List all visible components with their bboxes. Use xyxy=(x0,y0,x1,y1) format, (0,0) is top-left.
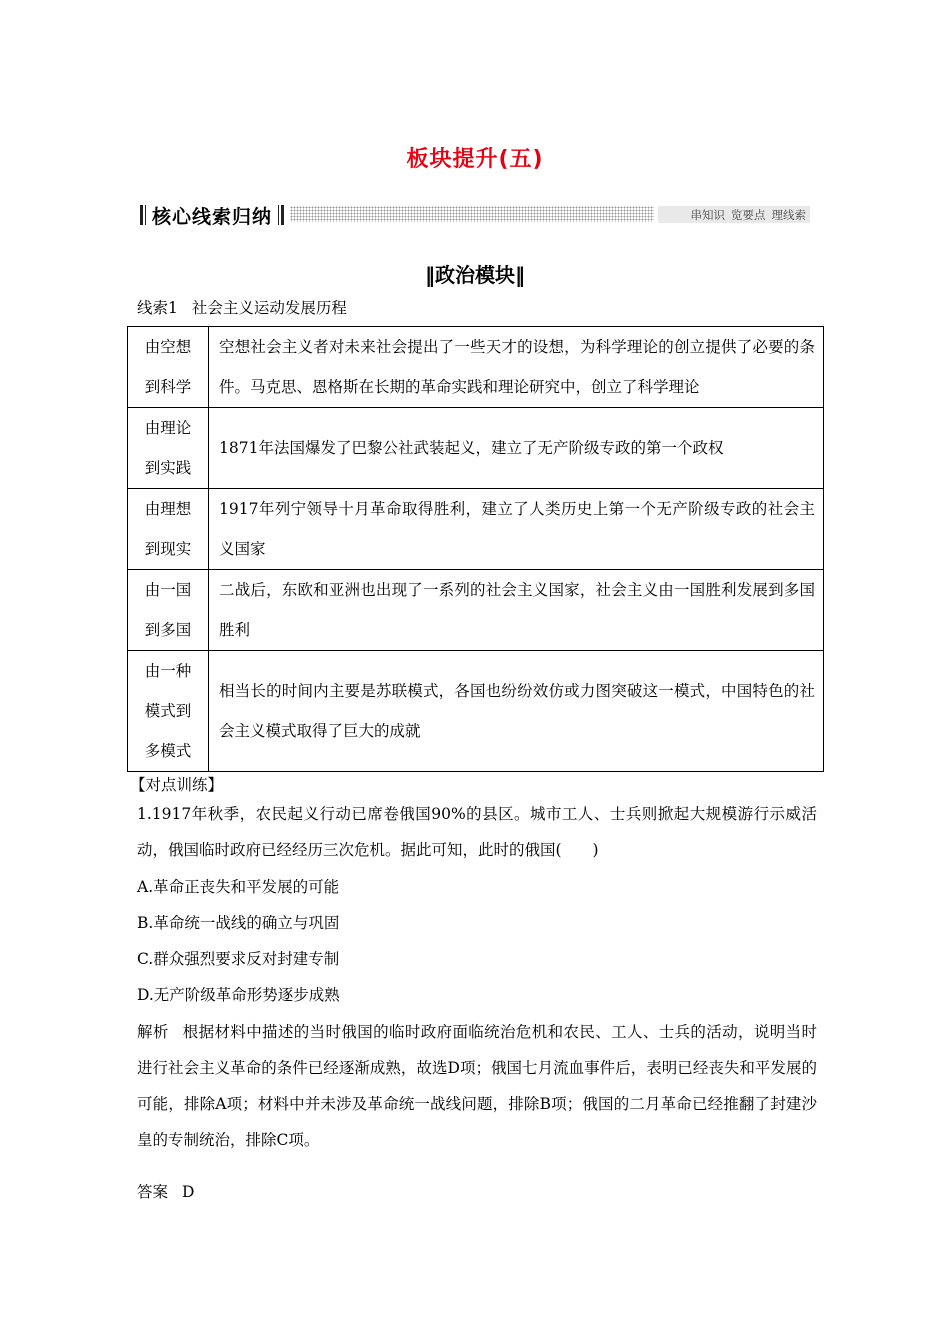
desc-cell: 二战后，东欧和亚洲也出现了一系列的社会主义国家，社会主义由一国胜利发展到多国胜利 xyxy=(209,570,824,651)
page-title: 板块提升(五) xyxy=(406,147,544,172)
stage-line: 由一种 xyxy=(144,662,192,680)
option-c: C.群众强烈要求反对封建专制 xyxy=(137,950,340,968)
section-tags xyxy=(658,206,810,223)
option-b: B.革命统一战线的确立与巩固 xyxy=(137,914,340,932)
bar-mark-icon xyxy=(278,205,279,225)
question-text: 1.1917年秋季，农民起义行动已席卷俄国90%的县区。城市工人、士兵则掀起大规模游行示威活动，俄国临时政府已经经历三次危机。据此可知，此时的俄国( ) xyxy=(137,805,817,859)
bar-mark-icon xyxy=(140,205,143,225)
table-row xyxy=(128,408,824,489)
stage-cell xyxy=(128,570,209,651)
stage-cell xyxy=(128,489,209,570)
clue-label: 线索1 xyxy=(137,299,178,317)
stage-line: 多模式 xyxy=(144,742,192,760)
analysis-text: 根据材料中描述的当时俄国的临时政府面临统治危机和农民、工人、士兵的活动，说明当时进行社会主义革命的条件已经逐渐成熟，故选D项；俄国七月流血事件后，表明已经丧失和平发展的可能，排除A项；材料中并未涉及革命统一战线问题，排除B项；俄国的二月革命已经推翻了封建沙皇的专制统治，排除C项。 xyxy=(137,1023,817,1149)
section-header xyxy=(140,203,810,227)
section-tag: 览要点 xyxy=(731,207,766,222)
stage-line: 由一国 xyxy=(144,581,192,599)
table-row xyxy=(128,570,824,651)
stage-line: 到现实 xyxy=(144,540,192,558)
stage-line: 到科学 xyxy=(144,378,192,396)
stage-line: 模式到 xyxy=(144,702,192,720)
option-a: A.革命正丧失和平发展的可能 xyxy=(137,878,340,896)
answer-label: 答案 xyxy=(137,1183,169,1201)
table-row xyxy=(128,651,824,772)
analysis-block xyxy=(137,1014,817,1158)
bar-mark-icon xyxy=(145,205,146,225)
clue-title: 社会主义运动发展历程 xyxy=(191,299,347,317)
stage-line: 由理想 xyxy=(144,500,192,518)
stage-line: 由理论 xyxy=(144,419,192,437)
section-tag: 串知识 xyxy=(690,207,725,222)
desc-cell: 1917年列宁领导十月革命取得胜利，建立了人类历史上第一个无产阶级专政的社会主义国家 xyxy=(209,489,824,570)
stage-line: 到实践 xyxy=(144,459,192,477)
stage-line: 到多国 xyxy=(144,621,192,639)
answer-block xyxy=(137,1174,817,1210)
dotted-divider xyxy=(290,206,654,222)
table-row xyxy=(128,327,824,408)
timeline-table xyxy=(127,326,824,772)
desc-cell: 1871年法国爆发了巴黎公社武装起义，建立了无产阶级专政的第一个政权 xyxy=(209,408,824,489)
table-row xyxy=(128,489,824,570)
option-d: D.无产阶级革命形势逐步成熟 xyxy=(137,986,340,1004)
section-heading: 核心线索归纳 xyxy=(152,205,273,228)
stage-line: 由空想 xyxy=(144,338,192,356)
desc-cell: 空想社会主义者对未来社会提出了一些天才的设想，为科学理论的创立提供了必要的条件。马克思、恩格斯在长期的革命实践和理论研究中，创立了科学理论 xyxy=(209,327,824,408)
answer-value: D xyxy=(182,1183,195,1201)
desc-cell: 相当长的时间内主要是苏联模式，各国也纷纷效仿或力图突破这一模式，中国特色的社会主义模式取得了巨大的成就 xyxy=(209,651,824,772)
stage-cell xyxy=(128,327,209,408)
bar-mark-icon xyxy=(281,205,284,225)
practice-heading: 【对点训练】 xyxy=(130,776,224,794)
section-tag: 理线索 xyxy=(771,207,806,222)
stage-cell xyxy=(128,651,209,772)
stage-cell xyxy=(128,408,209,489)
module-title: ‖政治模块‖ xyxy=(425,263,525,287)
clue-heading xyxy=(137,296,347,318)
analysis-label: 解析 xyxy=(137,1023,169,1041)
